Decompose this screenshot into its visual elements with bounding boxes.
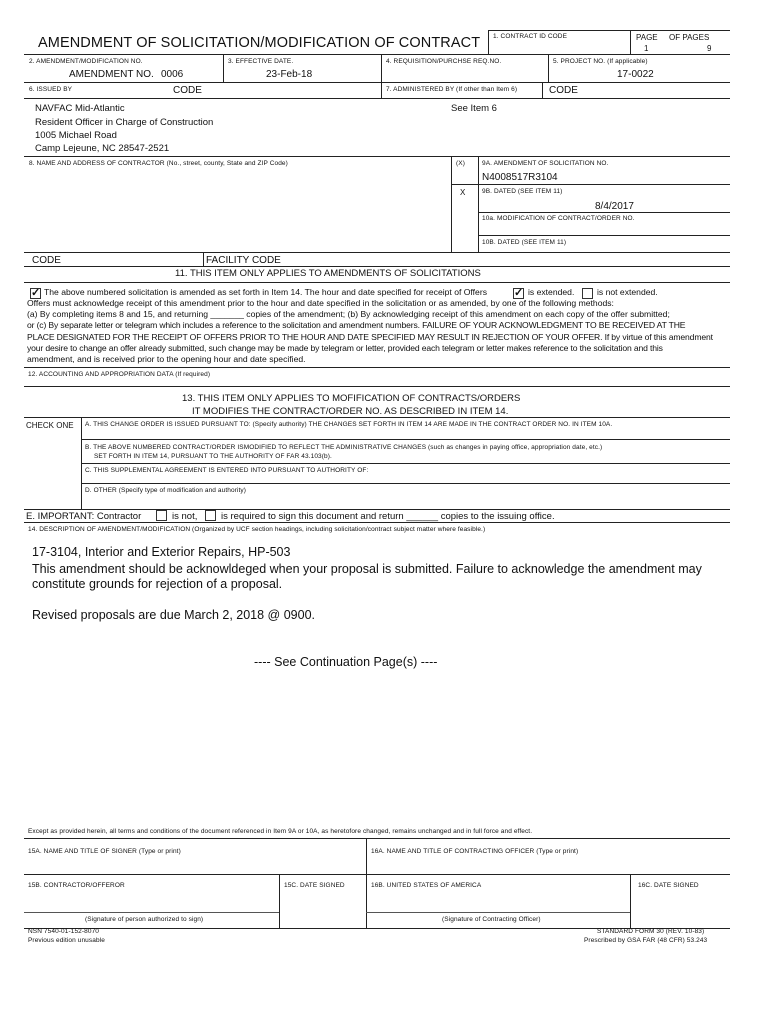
extended-label: is extended. — [528, 287, 575, 297]
issued-by-label: 6. ISSUED BY — [29, 86, 73, 93]
rule — [223, 54, 224, 82]
rule — [451, 156, 452, 252]
dated-9b-value: 8/4/2017 — [595, 201, 634, 212]
officer-signature-line[interactable] — [366, 912, 630, 913]
modification-contract-label: 10a. MODIFICATION OF CONTRACT/ORDER NO. — [482, 215, 635, 222]
is-not-checkbox[interactable] — [156, 510, 167, 521]
rule — [630, 30, 631, 54]
rule — [630, 874, 631, 928]
project-no-label: 5. PROJECT NO. (If applicable) — [553, 58, 648, 65]
dated-9b-label: 9B. DATED (SEE ITEM 11) — [482, 188, 563, 195]
previous-edition-note: Previous edition unusable — [28, 937, 105, 944]
facility-code-label: FACILITY CODE — [206, 255, 281, 266]
dated-10b-label: 10B. DATED (SEE ITEM 11) — [482, 239, 567, 246]
not-extended-label: is not extended. — [597, 287, 658, 297]
important-lead: E. IMPORTANT: Contractor — [26, 511, 142, 522]
rule — [24, 838, 730, 839]
except-note: Except as provided herein, all terms and conditions of the document referenced in Item 9A or 10A, as heretofore changed, remains unchanged and in full force and effect. — [28, 828, 533, 835]
item13-heading-2: IT MODIFIES THE CONTRACT/ORDER NO. AS DESCRIBED IN ITEM 14. — [192, 406, 509, 417]
nsn: NSN 7540-01-152-8070 — [28, 928, 100, 935]
usa-label: 16B. UNITED STATES OF AMERICA — [371, 882, 482, 889]
rule — [279, 874, 280, 928]
amendment-text: AMENDMENT NO. — [69, 69, 154, 80]
contracting-officer-name-label: 16A. NAME AND TITLE OF CONTRACTING OFFICER (Type or print) — [371, 848, 579, 855]
rule — [24, 54, 730, 55]
rule — [81, 463, 730, 464]
rule — [478, 212, 730, 213]
administered-by-value: See Item 6 — [451, 103, 497, 114]
item14-line4: Revised proposals are due March 2, 2018 @ 0900. — [32, 608, 315, 622]
amendment-number: 0006 — [161, 69, 184, 80]
item13-option-c[interactable]: C. THIS SUPPLEMENTAL AGREEMENT IS ENTERED INTO PURSUANT TO AUTHORITY OF: — [85, 467, 369, 474]
rule — [81, 483, 730, 484]
item11-line2: Offers must acknowledge receipt of this amendment prior to the hour and date specified in the solicitation or as amended, by one of the following methods: — [27, 298, 614, 308]
rule — [24, 282, 730, 283]
rule — [24, 266, 730, 267]
of-pages-number: 9 — [707, 44, 712, 53]
is-not-label: is not, — [172, 511, 198, 522]
rule — [478, 235, 730, 236]
item14-project: 17-3104, Interior and Exterior Repairs, HP-503 — [32, 545, 291, 559]
rule — [24, 252, 730, 253]
rule — [203, 252, 204, 266]
rule — [381, 54, 382, 82]
effective-date-label: 3. EFFECTIVE DATE. — [228, 58, 294, 65]
rule — [24, 98, 730, 99]
item11-line6: your desire to change an offer already submitted, such change may be made by telegram or letter, provided each telegram or letter makes reference to the solicitation and this — [27, 343, 663, 353]
rule — [381, 82, 382, 98]
requisition-label: 4. REQUISITION/PURCHSE REQ.NO. — [386, 58, 502, 65]
rule — [24, 874, 730, 875]
page-number: 1 — [644, 44, 649, 53]
issuer-line-4: Camp Lejeune, NC 28547-2521 — [35, 143, 170, 154]
contractor-code-label: CODE — [32, 255, 61, 266]
item13-heading-1: 13. THIS ITEM ONLY APPLIES TO MOFIFICATION OF CONTRACTS/ORDERS — [182, 393, 521, 404]
item14-line3: constitute grounds for rejection of a proposal. — [32, 577, 283, 591]
page-label: PAGE — [636, 33, 658, 42]
continuation-note: ---- See Continuation Page(s) ---- — [254, 655, 438, 669]
rule — [24, 156, 730, 157]
item11-heading: 11. THIS ITEM ONLY APPLIES TO AMENDMENTS OF SOLICITATIONS — [175, 268, 481, 279]
item13-option-b[interactable]: B. THE ABOVE NUMBERED CONTRACT/ORDER ISMODIFIED TO REFLECT THE ADMINISTRATIVE CHANGES (such as changes in paying office, appropriation date, etc.) — [85, 444, 603, 451]
prescribed-by: Prescribed by GSA FAR (48 CFR) 53.243 — [584, 937, 708, 944]
administered-by-code-label: CODE — [549, 85, 578, 96]
dated-9b-mark: X — [460, 188, 466, 197]
project-no: 17-0022 — [617, 69, 654, 80]
item11-line7: amendment, and is received prior to the opening hour and date specified. — [27, 354, 306, 364]
item14-label: 14. DESCRIPTION OF AMENDMENT/MODIFICATION (Organized by UCF section headings, including solicitation/contract subject matter where feasible.) — [28, 526, 486, 533]
item11-line1: The above numbered solicitation is amended as set forth in Item 14. The hour and date specified for receipt of Offers — [44, 287, 487, 297]
officer-signature-caption: (Signature of Contracting Officer) — [442, 916, 541, 923]
x-column-header: (X) — [456, 160, 465, 167]
item13-option-a[interactable]: A. THIS CHANGE ORDER IS ISSUED PURSUANT TO: (Specify authority) THE CHANGES SET FORTH IN ITEM 14 ARE MADE IN THE CONTRACT ORDER NO. IN ITEM 10A. — [85, 421, 613, 428]
item13-option-d[interactable]: D. OTHER (Specify type of modification and authority) — [85, 487, 247, 494]
form-title: AMENDMENT OF SOLICITATION/MODIFICATION OF CONTRACT — [38, 35, 481, 51]
check-one-label: CHECK ONE — [26, 421, 74, 430]
contractor-address-label: 8. NAME AND ADDRESS OF CONTRACTOR (No., street, county, State and ZIP Code) — [29, 160, 288, 167]
item13-option-b-line2: SET FORTH IN ITEM 14, PURSUANT TO THE AUTHORITY OF FAR 43.103(b). — [94, 453, 332, 460]
rule — [24, 386, 730, 387]
rule — [542, 82, 543, 98]
item11-line5: PLACE DESIGNATED FOR THE RECEIPT OF OFFERS PRIOR TO THE HOUR AND DATE SPECIFIED MAY RESULT IN REJECTION OF YOUR OFFER. If by virtue of this amendment — [27, 332, 713, 342]
offeror-signature-caption: (Signature of person authorized to sign) — [85, 916, 204, 923]
rule — [548, 54, 549, 82]
of-pages-label: OF PAGES — [669, 33, 710, 42]
issuer-line-2: Resident Officer in Charge of Construction — [35, 117, 214, 128]
rule — [24, 522, 730, 523]
accounting-data-label: 12. ACCOUNTING AND APPROPRIATION DATA (If required) — [28, 371, 211, 378]
rule — [366, 838, 367, 928]
issuer-line-1: NAVFAC Mid-Atlantic — [35, 103, 125, 114]
issued-by-code-label: CODE — [173, 85, 202, 96]
signer-name-label: 15A. NAME AND TITLE OF SIGNER (Type or print) — [28, 848, 181, 855]
contractor-date-signed-label: 15C. DATE SIGNED — [284, 882, 345, 889]
important-rest: is required to sign this document and return ______ copies to the issuing office. — [221, 511, 555, 522]
rule — [81, 439, 730, 440]
item14-line2: This amendment should be acknowldeged when your proposal is submitted. Failure to acknowledge the amendment may — [32, 562, 702, 576]
item11-line4: or (c) By separate letter or telegram which includes a reference to the solicitation and amendment numbers. FAILURE OF YOUR ACKNOWLEDGMENT TO BE RECEIVED AT THE — [27, 320, 686, 330]
amendment-no-label: 2. AMENDMENT/MODIFICATION NO. — [29, 58, 143, 65]
item11-line3: (a) By completing items 8 and 15, and returning _______ copies of the amendment; (b) By acknowledging receipt of this amendment on each copy of the offer submitted; — [27, 309, 670, 319]
administered-by-label: 7. ADMINISTERED BY (If other than Item 6) — [386, 86, 518, 93]
issuer-line-3: 1005 Michael Road — [35, 130, 117, 141]
standard-form-number: STANDARD FORM 30 (REV. 10-83) — [597, 928, 705, 935]
effective-date: 23-Feb-18 — [266, 69, 313, 80]
rule — [24, 82, 730, 83]
rule — [24, 417, 730, 418]
contract-id-label: 1. CONTRACT ID CODE — [493, 33, 568, 40]
officer-date-signed-label: 16C. DATE SIGNED — [638, 882, 699, 889]
rule — [24, 367, 730, 368]
solicitation-number: N4008517R3104 — [482, 172, 558, 183]
rule — [451, 184, 730, 185]
rule — [478, 156, 479, 252]
is-required-checkbox[interactable] — [205, 510, 216, 521]
rule — [24, 509, 730, 510]
rule — [488, 30, 489, 54]
amendment-solicitation-label: 9A. AMENDMENT OF SOLICITATION NO. — [482, 160, 609, 167]
contractor-offeror-label: 15B. CONTRACTOR/OFFEROR — [28, 882, 125, 889]
offeror-signature-line[interactable] — [24, 912, 279, 913]
rule — [488, 30, 730, 31]
